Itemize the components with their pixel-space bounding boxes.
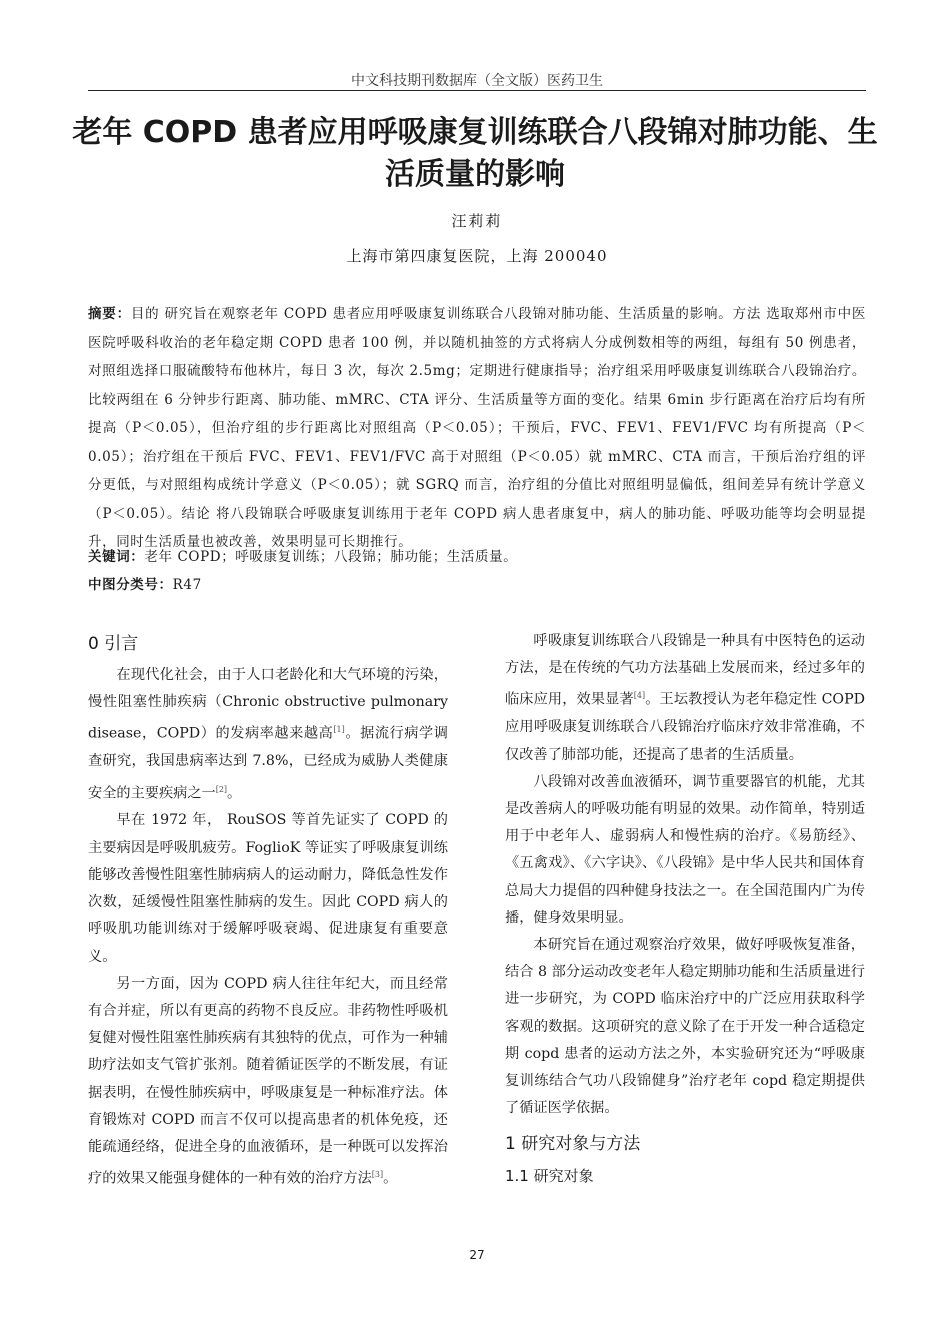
classification-text: R47 [172,577,202,593]
classification [88,573,866,593]
right-column [505,628,865,1192]
classification-label: 中图分类号： [88,577,173,593]
left-column [88,628,448,1193]
section-1-heading: 1 研究对象与方法 [505,1134,641,1155]
citation-4[interactable]: [4] [633,691,646,701]
affiliation: 上海市第四康复医院，上海 200040 [346,247,608,265]
page-number: 27 [469,1248,485,1262]
citation-1[interactable]: [1] [333,725,345,735]
keywords-label: 关键词： [88,549,145,565]
paragraph-2: 早在 1972 年， RouSOS 等首先证实了 COPD 的主要病因是呼吸肌疲劳。FoglioK 等证实了呼吸康复训练能够改善慢性阻塞性肺病病人的运动耐力，降低急性发作次数，延缓慢性阻塞性肺病的发生。因此 COPD 病人的呼吸肌功能训练对于缓解呼吸衰竭、促进康复有重要意义。 [88,812,448,965]
paragraph-4: 呼吸康复训练联合八段锦是一种具有中医特色的运动方法，是在传统的气功方法基础上发展而来，经过多年的临床应用，效果显著[4]。王坛教授认为老年稳定性 COPD 应用呼吸康复训练联合八段锦治疗临床疗效非常准确，不仅改善了肺部功能，还提高了患者的生活质量。 [505,633,865,763]
keywords [88,545,866,565]
article-title: 老年 COPD 患者应用呼吸康复训练联合八段锦对肺功能、生活质量的影响 [72,115,878,192]
paragraph-5: 八段锦对改善血液循环，调节重要器官的机能，尤其是改善病人的呼吸功能有明显的效果。动作简单，特别适用于中老年人、虚弱病人和慢性病的治疗。《易筋经》、《五禽戏》、《六字诀》、《八段锦》是中华人民共和国体育总局大力提倡的四种健身技法之一。在全国范围内广为传播，健身效果明显。 [505,773,865,926]
section-0-heading: 0 引言 [88,634,139,654]
paragraph-1: 在现代化社会，由于人口老龄化和大气环境的污染，慢性阻塞性肺疾病（Chronic obstructive pulmonary disease，COPD）的发病率越来越高[1]。据流行病学调查研究，我国患病率达到 7.8%，已经成为威胁人类健康安全的主要疾病之一[2]。 [88,667,448,802]
paragraph-6: 本研究旨在通过观察治疗效果，做好呼吸恢复准备，结合 8 部分运动改变老年人稳定期肺功能和生活质量进行进一步研究，为 COPD 临床治疗中的广泛应用获取科学客观的数据。这项研究的意义除了在于开发一种合适稳定期 copd 患者的运动方法之外，本实验研究还为“呼吸康复训练结合气功八段锦健身”治疗老年 copd 稳定期提供了循证医学依据。 [505,936,865,1117]
header-rule [88,90,866,91]
keywords-text: 老年 COPD；呼吸康复训练；八段锦；肺功能；生活质量。 [144,549,518,565]
running-header: 中文科技期刊数据库（全文版）医药卫生 [351,73,603,89]
paragraph-3: 另一方面，因为 COPD 病人往往年纪大，而且经常有合并症，所以有更高的药物不良反应。非药物性呼吸机复健对慢性阻塞性肺疾病有其独特的优点，可作为一种辅助疗法如支气管扩张剂。随着循证医学的不断发展，有证据表明，在慢性肺疾病中，呼吸康复是一种标准疗法。体育锻炼对 COPD 而言不仅可以提高患者的机体免疫，还能疏通经络，促进全身的血液循环，是一种既可以发挥治疗的效果又能强身健体的一种有效的治疗方法[3]。 [88,975,448,1187]
abstract-text: 目的 研究旨在观察老年 COPD 患者应用呼吸康复训练联合八段锦对肺功能、生活质量的影响。方法 选取郑州市中医医院呼吸科收治的老年稳定期 COPD 患者 100 例，并以随机抽签的方式将病人分成例数相等的两组，每组有 50 例患者，对照组选择口服硫酸特布他林片，每日 3 次，每次 2.5mg；定期进行健康指导；治疗组采用呼吸康复训练联合八段锦治疗。比较两组在 6 分钟步行距离、肺功能、mMRC、CTA 评分、生活质量等方面的变化。结果 6min 步行距离在治疗后均有所提高（P＜0.05），但治疗组的步行距离比对照组高（P＜0.05）；干预后，FVC、FEV1、FEV1/FVC 均有所提高（P＜0.05）；治疗组在干预后 FVC、FEV1、FEV1/FVC 高于对照组（P＜0.05）就 mMRC、CTA 而言，干预后治疗组的评分更低，与对照组构成统计学意义（P＜0.05）；就 SGRQ 而言，治疗组的分值比对照组明显偏低，组间差异有统计学意义（P＜0.05）。结论 将八段锦联合呼吸康复训练用于老年 COPD 病人患者康复中，病人的肺功能、呼吸功能等均会明显提升，同时生活质量也被改善，效果明显可长期推行。 [88,306,866,550]
abstract [88,300,866,557]
citation-3[interactable]: [3] [371,1170,384,1180]
author: 汪莉莉 [451,212,503,230]
abstract-label: 摘要： [88,306,131,322]
citation-2[interactable]: [2] [215,784,228,794]
section-1-1-heading: 1.1 研究对象 [505,1167,594,1186]
